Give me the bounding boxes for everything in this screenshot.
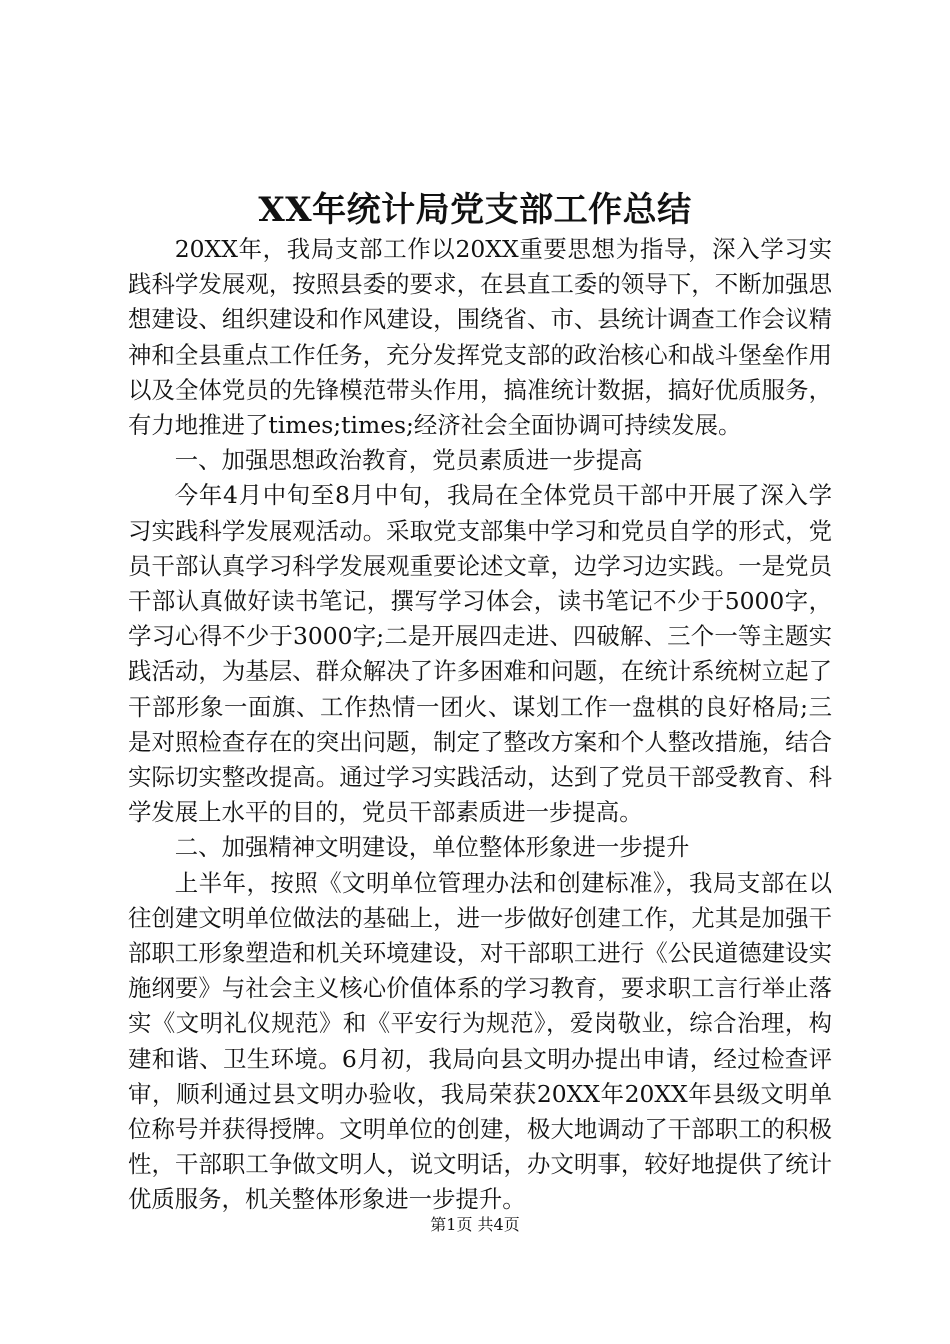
section-heading-2: 二、加强精神文明建设，单位整体形象进一步提升 [174,833,690,862]
section-heading-1: 一、加强思想政治教育，党员素质进一步提高 [174,446,643,475]
document-body [128,232,832,1218]
document-title: XX年统计局党支部工作总结 [258,190,692,230]
intro-paragraph: 20XX年，我局支部工作以20XX重要思想为指导，深入学习实践科学发展观，按照县委的要求，在县直工委的领导下，不断加强思想建设、组织建设和作风建设，围绕省、市、县统计调查工作会议精神和全县重点工作任务，充分发挥党支部的政治核心和战斗堡垒作用以及全体党员的先锋模范带头作用，搞准统计数据，搞好优质服务，有力地推进了times;times;经济社会全面协调可持续发展。 [128,235,832,440]
section-paragraph-2: 上半年，按照《文明单位管理办法和创建标准》，我局支部在以往创建文明单位做法的基础上，进一步做好创建工作，尤其是加强干部职工形象塑造和机关环境建设，对干部职工进行《公民道德建设实施纲要》与社会主义核心价值体系的学习教育，要求职工言行举止落实《文明礼仪规范》和《平安行为规范》，爱岗敬业，综合治理，构建和谐、卫生环境。6月初，我局向县文明办提出申请，经过检查评审，顺利通过县文明办验收，我局荣获20XX年20XX年县级文明单位称号并获得授牌。文明单位的创建，极大地调动了干部职工的积极性，干部职工争做文明人，说文明话，办文明事，较好地提供了统计优质服务，机关整体形象进一步提升。 [128,868,832,1214]
section-paragraph-1: 今年4月中旬至8月中旬，我局在全体党员干部中开展了深入学习实践科学发展观活动。采取党支部集中学习和党员自学的形式，党员干部认真学习科学发展观重要论述文章，边学习边实践。一是党员干部认真做好读书笔记，撰写学习体会，读书笔记不少于5000字，学习心得不少于3000字;二是开展四走进、四破解、三个一等主题实践活动，为基层、群众解决了许多困难和问题，在统计系统树立起了干部形象一面旗、工作热情一团火、谋划工作一盘棋的良好格局;三是对照检查存在的突出问题，制定了整改方案和个人整改措施，结合实际切实整改提高。通过学习实践活动，达到了党员干部受教育、科学发展上水平的目的，党员干部素质进一步提高。 [128,481,832,827]
page-footer: 第1页 共4页 [430,1215,520,1234]
